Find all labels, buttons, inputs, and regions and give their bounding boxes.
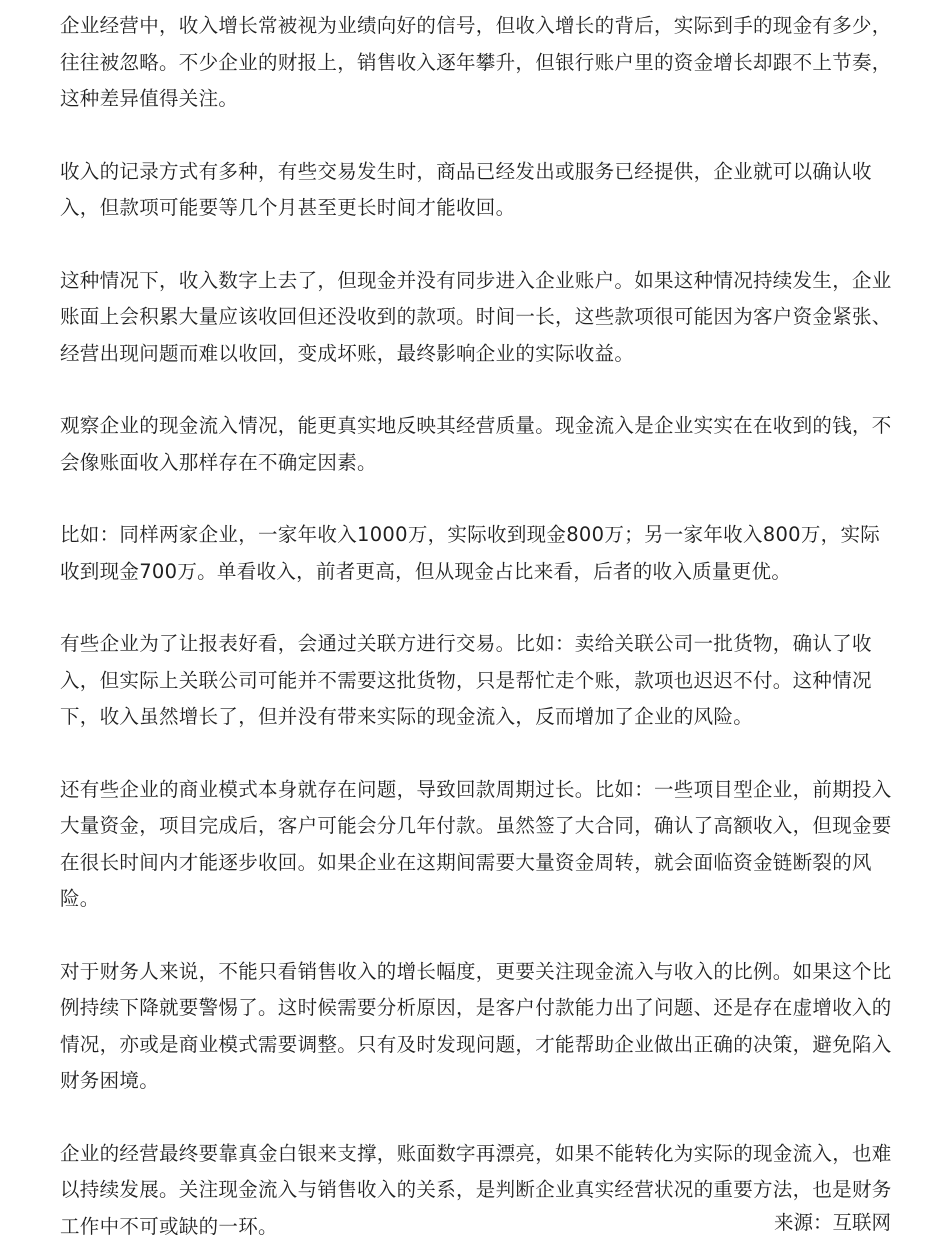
paragraph-1: 企业经营中，收入增长常被视为业绩向好的信号，但收入增长的背后，实际到手的现金有多少，往往被忽略。不少企业的财报上，销售收入逐年攀升，但银行账户里的资金增长却跟不上节奏，这种差异值得关注。 [60, 14, 892, 110]
paragraph-4: 观察企业的现金流入情况，能更真实地反映其经营质量。现金流入是企业实实在在收到的钱，不会像账面收入那样存在不确定因素。 [60, 414, 892, 474]
paragraph-9: 企业的经营最终要靠真金白银来支撑，账面数字再漂亮，如果不能转化为实际的现金流入，也难以持续发展。关注现金流入与销售收入的关系，是判断企业真实经营状况的重要方法，也是财务工作中不可或缺的一环。 [60, 1141, 892, 1238]
paragraph-8: 对于财务人来说，不能只看销售收入的增长幅度，更要关注现金流入与收入的比例。如果这个比例持续下降就要警惕了。这时候需要分析原因，是客户付款能力出了问题、还是存在虚增收入的情况，亦或是商业模式需要调整。只有及时发现问题，才能帮助企业做出正确的决策，避免陷入财务困境。 [60, 959, 892, 1092]
paragraph-2: 收入的记录方式有多种，有些交易发生时，商品已经发出或服务已经提供，企业就可以确认收入，但款项可能要等几个月甚至更长时间才能收回。 [60, 159, 872, 219]
paragraph-6: 有些企业为了让报表好看，会通过关联方进行交易。比如：卖给关联公司一批货物，确认了收入，但实际上关联公司可能并不需要这批货物，只是帮忙走个账，款项也迟迟不付。这种情况下，收入虽然增长了，但并没有带来实际的现金流入，反而增加了企业的风险。 [60, 632, 872, 728]
article-body [60, 8, 895, 1245]
paragraph-3: 这种情况下，收入数字上去了，但现金并没有同步进入企业账户。如果这种情况持续发生，企业账面上会积累大量应该收回但还没收到的款项。时间一长，这些款项很可能因为客户资金紧张、经营出现问题而难以收回，变成坏账，最终影响企业的实际收益。 [60, 268, 892, 365]
source-attribution: 来源：互联网 [773, 1211, 891, 1234]
paragraph-5: 比如：同样两家企业，一家年收入1000万，实际收到现金800万；另一家年收入800万，实际收到现金700万。单看收入，前者更高，但从现金占比来看，后者的收入质量更优。 [60, 523, 881, 583]
paragraph-7: 还有些企业的商业模式本身就存在问题，导致回款周期过长。比如：一些项目型企业，前期投入大量资金，项目完成后，客户可能会分几年付款。虽然签了大合同，确认了高额收入，但现金要在很长时间内才能逐步收回。如果企业在这期间需要大量资金周转，就会面临资金链断裂的风险。 [60, 777, 892, 910]
